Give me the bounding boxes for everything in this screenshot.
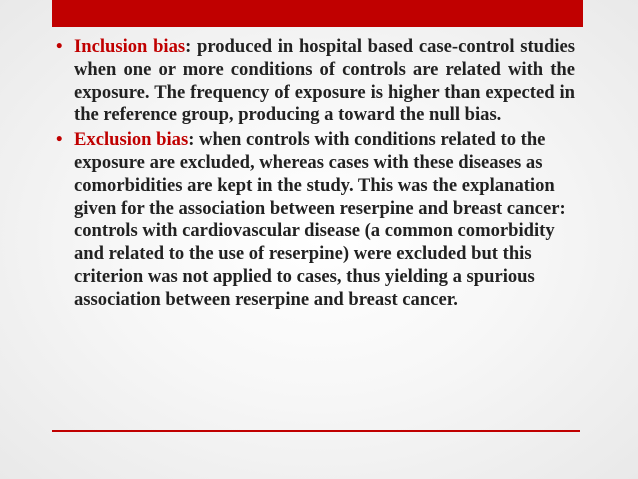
bullet-inclusion-bias — [54, 36, 575, 127]
bottom-divider — [52, 430, 580, 432]
definition-inclusion-bias: : produced in hospital based case-control studies when one or more conditions of controls are related with the exposure. The frequency of exposure is higher than expected in the reference group, producing a toward the null bias. — [74, 36, 575, 126]
definition-exclusion-bias: : when controls with conditions related to the exposure are excluded, whereas cases with these diseases as comorbidities are kept in the study. This was the explanation given for the association between reserpine and breast cancer: controls with cardiovascular disease (a common comorbidity and related to the use of reserpine) were excluded but this criterion was not applied to cases, thus yielding a spurious association between reserpine and breast cancer. — [74, 129, 566, 310]
bullet-exclusion-bias — [54, 129, 575, 311]
slide-content — [54, 36, 575, 312]
bullet-icon: • — [56, 36, 63, 57]
bullet-icon: • — [56, 129, 63, 151]
top-accent-bar — [52, 0, 583, 27]
term-inclusion-bias: Inclusion bias — [74, 36, 186, 57]
term-exclusion-bias: Exclusion bias — [74, 129, 189, 151]
